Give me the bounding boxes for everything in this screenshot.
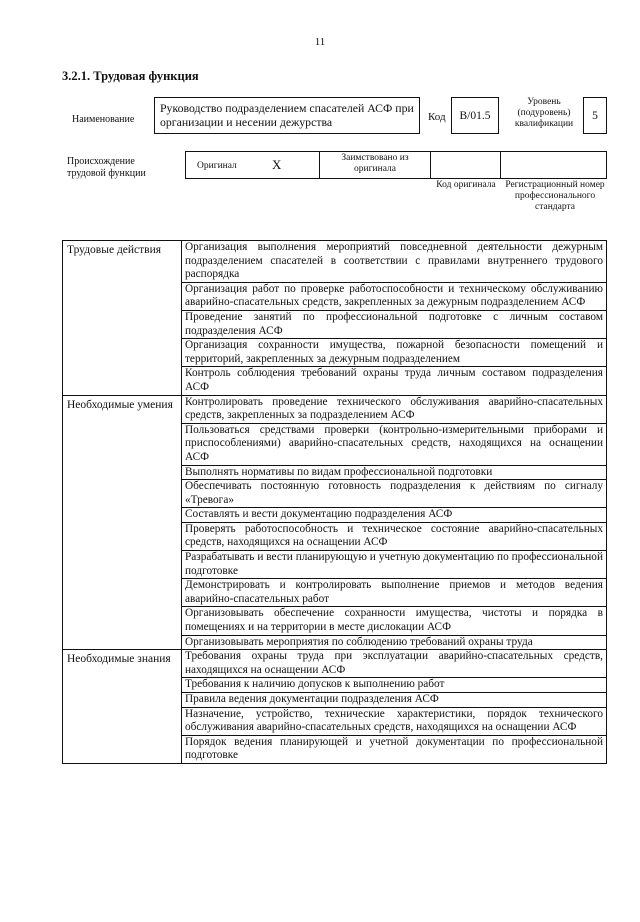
- section-item: Составлять и вести документацию подразделения АСФ: [182, 508, 607, 523]
- section-item: Требования охраны труда при эксплуатации аварийно-спасательных средств, находящихся на оснащении АСФ: [182, 650, 607, 678]
- section-item: Обеспечивать постоянную готовность подразделения к действиям по сигналу «Тревога»: [182, 480, 607, 508]
- section-item: Разрабатывать и вести планирующую и учетную документацию по профессиональной подготовке: [182, 551, 607, 579]
- section-item: Контроль соблюдения требований охраны труда личным составом подразделения АСФ: [182, 367, 607, 395]
- section-item: Требования к наличию допусков к выполнению работ: [182, 678, 607, 693]
- original-mark: X: [272, 157, 282, 172]
- level-label: Уровень (подуровень) квалификации: [514, 97, 574, 129]
- level-value-box: [583, 97, 607, 134]
- origin-divider: [319, 151, 320, 179]
- section-item: Проведение занятий по профессиональной подготовке с личным составом подразделения АСФ: [182, 310, 607, 338]
- reg-number-label: Регистрационный номер профессионального стандарта: [505, 180, 605, 212]
- section-item: Порядок ведения планирующей и учетной документации по профессиональной подготовке: [182, 735, 607, 763]
- section-item: Организация сохранности имущества, пожарной безопасности помещений и территорий, закрепленных за дежурным подразделением: [182, 339, 607, 367]
- section-item: Контролировать проведение технического обслуживания аварийно-спасательных средств, закрепленных за подразделением АСФ: [182, 395, 607, 423]
- function-table: [62, 240, 607, 764]
- code-value: B/01.5: [459, 109, 491, 122]
- borrowed-label: Заимствовано из оригинала: [341, 153, 409, 174]
- section-item: Организация выполнения мероприятий повседневной деятельности дежурным подразделением спасателей в соответствии с правилами внутреннего трудового распорядка: [182, 241, 607, 283]
- function-name: Руководство подразделением спасателей АСФ при организации и несении дежурства: [160, 101, 414, 129]
- section-title: 3.2.1. Трудовая функция: [62, 69, 199, 83]
- section-item: Проверять работоспособность и техническое состояние аварийно-спасательных средств, находящихся на оснащении АСФ: [182, 522, 607, 550]
- section-item: Демонстрировать и контролировать выполнение приемов и методов ведения аварийно-спасательных работ: [182, 579, 607, 607]
- section-heading: Трудовые действия: [63, 241, 182, 396]
- section-item: Организовывать мероприятия по соблюдению требований охраны труда: [182, 635, 607, 650]
- origin-divider: [500, 151, 501, 179]
- section-item: Организовывать обеспечение сохранности имущества, чистоты и порядка в помещениях и на территории в месте дислокации АСФ: [182, 607, 607, 635]
- code-value-box: [451, 97, 499, 134]
- section-item: Правила ведения документации подразделения АСФ: [182, 693, 607, 708]
- name-label: Наименование: [72, 114, 135, 125]
- table-row: [63, 241, 607, 283]
- original-label: Оригинал: [197, 161, 237, 171]
- origin-label: Происхождение трудовой функции: [67, 156, 146, 179]
- section-heading: Необходимые умения: [63, 395, 182, 650]
- table-row: [63, 395, 607, 423]
- page-number: 11: [314, 36, 326, 48]
- section-item: Организация работ по проверке работоспособности и техническому обслуживанию аварийно-спасательных средств, закрепленных за дежурным подразделением АСФ: [182, 282, 607, 310]
- section-item: Выполнять нормативы по видам профессиональной подготовки: [182, 465, 607, 480]
- table-row: [63, 650, 607, 678]
- function-name-box: [154, 97, 420, 134]
- origin-code-label: Код оригинала: [436, 180, 496, 190]
- level-value: 5: [592, 109, 598, 122]
- code-label: Код: [428, 111, 446, 123]
- section-item: Пользоваться средствами проверки (контрольно-измерительными приборами и приспособлениями) аварийно-спасательных средств, находящихся на оснащении АСФ: [182, 423, 607, 465]
- origin-divider: [430, 151, 431, 179]
- section-heading: Необходимые знания: [63, 650, 182, 764]
- section-item: Назначение, устройство, технические характеристики, порядок технического обслуживания аварийно-спасательных средств, находящихся на оснащении АСФ: [182, 707, 607, 735]
